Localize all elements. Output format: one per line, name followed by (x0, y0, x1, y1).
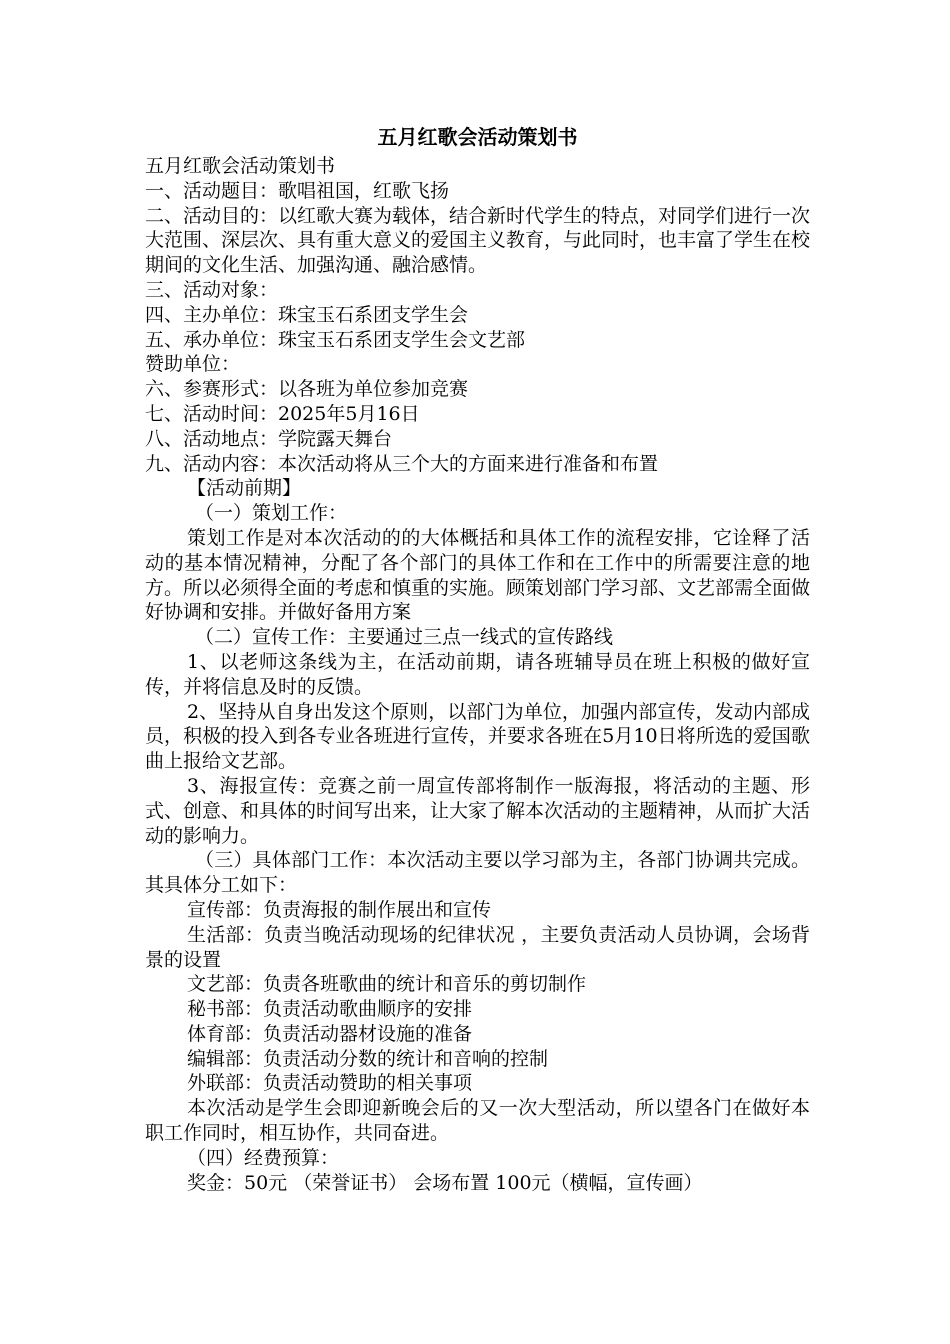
section-budget-heading: （四）经费预算： (187, 1146, 340, 1169)
item-activity-topic: 一、活动题目：歌唱祖国，红歌飞扬 (145, 179, 450, 202)
item-activity-time: 七、活动时间：2025年5月16日 (145, 402, 420, 425)
closing-paragraph: 本次活动是学生会即迎新晚会后的又一次大型活动，所以望各门在做好本职工作同时，相互协作，共同奋进。 (145, 1097, 810, 1145)
section-publicity-heading: （二）宣传工作：主要通过三点一线式的宣传路线 (195, 626, 614, 649)
dept-arts: 文艺部：负责各班歌曲的统计和音乐的剪切制作 (187, 973, 587, 996)
document-title: 五月红歌会活动策划书 (377, 125, 578, 149)
publicity-point-3: 3、海报宣传：竞赛之前一周宣传部将制作一版海报，将活动的主题、形式、创意、和具体的时间写出来，让大家了解本次活动的主题精神，从而扩大活动的影响力。 (145, 774, 811, 847)
budget-line: 奖金：50元 （荣誉证书） 会场布置 100元（横幅，宣传画） (187, 1171, 703, 1194)
section-planning-text: 策划工作是对本次活动的的大体概括和具体工作的流程安排，它诠释了活动的基本情况精神，分配了各个部门的具体工作和在工作中的所需要注意的地方。所以必须得全面的考虑和慎重的实施。顾策划部门学习部、文艺部需全面做好协调和安排。并做好备用方案 (145, 526, 811, 624)
item-sponsor: 赞助单位： (145, 353, 241, 376)
document-subtitle: 五月红歌会活动策划书 (145, 155, 336, 177)
dept-secretary: 秘书部：负责活动歌曲顺序的安排 (187, 998, 473, 1021)
section-pre-activity-heading: 【活动前期】 (187, 477, 302, 500)
dept-publicity: 宣传部：负责海报的制作展出和宣传 (187, 898, 492, 921)
item-host: 五、承办单位：珠宝玉石系团支学生会文艺部 (145, 328, 526, 351)
item-activity-target: 三、活动对象： (145, 278, 279, 301)
item-organizer: 四、主办单位：珠宝玉石系团支学生会 (145, 303, 469, 326)
item-participation-form: 六、参赛形式：以各班为单位参加竞赛 (145, 378, 469, 401)
dept-sports: 体育部：负责活动器材设施的准备 (187, 1022, 473, 1045)
dept-editing: 编辑部：负责活动分数的统计和音响的控制 (187, 1047, 549, 1070)
section-planning-heading: （一）策划工作： (195, 502, 348, 525)
dept-life: 生活部：负责当晚活动现场的纪律状况 ，主要负责活动人员协调，会场背景的设置 (145, 923, 810, 971)
document-page (145, 122, 810, 1195)
section-departments-text: （三）具体部门工作：本次活动主要以学习部为主，各部门协调共完成。其具体分工如下： (145, 849, 810, 897)
item-activity-content: 九、活动内容：本次活动将从三个大的方面来进行准备和布置 (145, 452, 659, 475)
item-activity-purpose: 二、活动目的：以红歌大赛为载体，结合新时代学生的特点，对同学们进行一次大范围、深层次、具有重大意义的爱国主义教育，与此同时，也丰富了学生在校期间的文化生活、加强沟通、融洽感情。 (145, 204, 811, 277)
publicity-point-2: 2、坚持从自身出发这个原则，以部门为单位，加强内部宣传，发动内部成员，积极的投入到各专业各班进行宣传，并要求各班在5月10日将所选的爱国歌曲上报给文艺部。 (145, 700, 810, 773)
item-activity-location: 八、活动地点：学院露天舞台 (145, 427, 393, 450)
publicity-point-1: 1、以老师这条线为主，在活动前期，请各班辅导员在班上积极的做好宣传，并将信息及时的反馈。 (145, 650, 810, 698)
dept-external: 外联部：负责活动赞助的相关事项 (187, 1072, 473, 1095)
